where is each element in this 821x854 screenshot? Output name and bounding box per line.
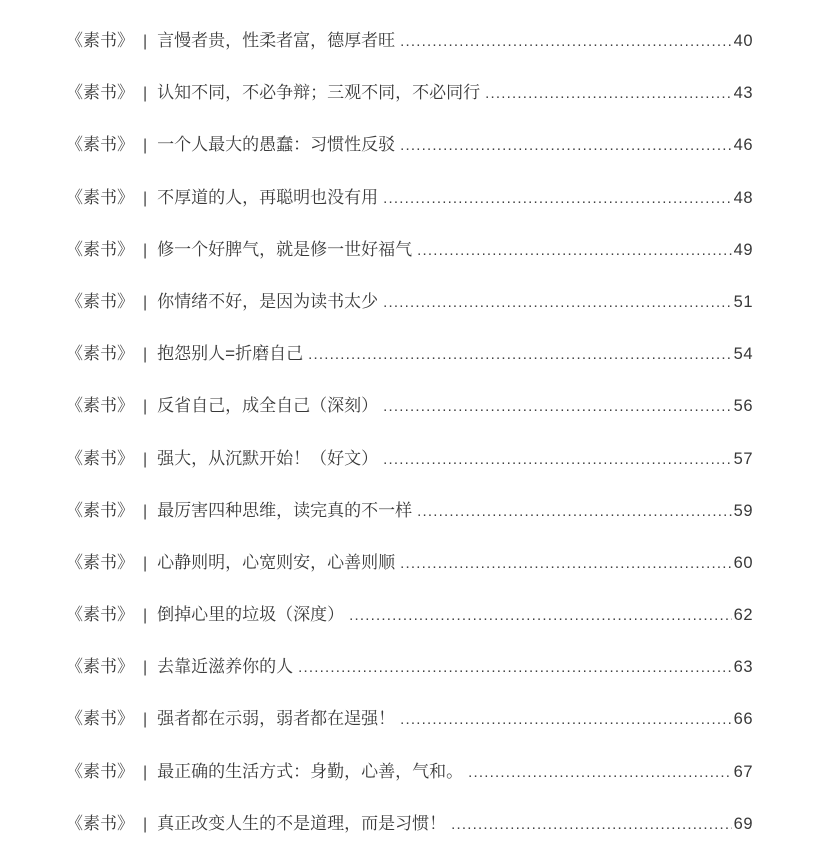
dot-leader: [417, 486, 731, 538]
dot-leader: [383, 434, 731, 486]
separator-bar: |: [143, 241, 148, 259]
book-title-label: 《素书》: [66, 291, 134, 311]
entry-title: 反省自己，成全自己（深刻）: [157, 396, 379, 416]
toc-entry-row: [66, 798, 753, 850]
dot-leader: [451, 799, 731, 851]
toc-entry-row: [66, 172, 753, 224]
page-number: 69: [733, 814, 753, 833]
page-number: 63: [733, 658, 753, 677]
book-title-label: 《素书》: [66, 396, 134, 416]
entry-title: 强者都在示弱，弱者都在逞强！: [157, 709, 396, 729]
toc-entry-row: [66, 67, 753, 119]
entry-title: 认知不同，不必争辩；三观不同，不必同行: [157, 83, 481, 103]
separator-bar: |: [143, 137, 148, 155]
page-number: 56: [733, 397, 753, 416]
entry-title: 倒掉心里的垃圾（深度）: [157, 605, 345, 625]
book-title-label: 《素书》: [66, 552, 134, 572]
page-number: 67: [733, 762, 753, 781]
book-title-label: 《素书》: [66, 31, 134, 50]
dot-leader: [417, 225, 731, 277]
separator-bar: |: [143, 33, 148, 50]
entry-title: 最正确的生活方式：身勤，心善，气和。: [157, 761, 464, 781]
toc-entry-row: [66, 641, 753, 693]
page-number: 49: [733, 240, 753, 259]
toc-entry-row: [66, 328, 753, 380]
page-number: 51: [733, 292, 753, 311]
dot-leader: [468, 747, 731, 799]
toc-entry-row: [66, 15, 753, 67]
dot-leader: [485, 68, 731, 120]
entry-title: 不厚道的人，再聪明也没有用: [157, 187, 379, 207]
toc-entry-row: [66, 224, 753, 276]
toc-entry-row: [66, 119, 753, 171]
toc-entry-row: [66, 746, 753, 798]
separator-bar: |: [143, 189, 148, 207]
separator-bar: |: [143, 815, 148, 833]
dot-leader: [400, 120, 731, 172]
dot-leader: [383, 381, 731, 433]
book-title-label: 《素书》: [66, 657, 134, 677]
page-number: 40: [733, 32, 753, 50]
page-number: 46: [733, 136, 753, 155]
entry-title: 言慢者贵，性柔者富，德厚者旺: [157, 31, 396, 50]
page-number: 66: [733, 710, 753, 729]
book-title-label: 《素书》: [66, 761, 134, 781]
entry-title: 抱怨别人=折磨自己: [157, 344, 304, 364]
toc-entry-row: [66, 485, 753, 537]
toc-entry-row: [66, 537, 753, 589]
page-number: 59: [733, 501, 753, 520]
toc-entry-row: [66, 380, 753, 432]
book-title-label: 《素书》: [66, 709, 134, 729]
page-number: 57: [733, 449, 753, 468]
dot-leader: [400, 16, 731, 68]
book-title-label: 《素书》: [66, 83, 134, 103]
entry-title: 你情绪不好，是因为读书太少: [157, 291, 379, 311]
book-title-label: 《素书》: [66, 135, 134, 155]
dot-leader: [349, 590, 731, 642]
entry-title: 心静则明，心宽则安，心善则顺: [157, 552, 396, 572]
entry-title: 强大，从沉默开始！（好文）: [157, 448, 379, 468]
page-number: 43: [733, 84, 753, 103]
dot-leader: [400, 538, 731, 590]
page-number: 48: [733, 188, 753, 207]
book-title-label: 《素书》: [66, 239, 134, 259]
separator-bar: |: [143, 450, 148, 468]
dot-leader: [308, 329, 732, 381]
entry-title: 去靠近滋养你的人: [157, 657, 294, 677]
page-number: 54: [733, 345, 753, 364]
separator-bar: |: [143, 607, 148, 625]
book-title-label: 《素书》: [66, 448, 134, 468]
entry-title: 一个人最大的愚蠢：习惯性反驳: [157, 135, 396, 155]
separator-bar: |: [143, 85, 148, 103]
toc-entry-row: [66, 589, 753, 641]
dot-leader: [383, 173, 731, 225]
separator-bar: |: [143, 554, 148, 572]
separator-bar: |: [143, 346, 148, 364]
book-title-label: 《素书》: [66, 605, 134, 625]
dot-leader: [298, 642, 731, 694]
separator-bar: |: [143, 398, 148, 416]
book-title-label: 《素书》: [66, 500, 134, 520]
dot-leader: [383, 277, 731, 329]
entry-title: 修一个好脾气，就是修一世好福气: [157, 239, 413, 259]
entry-title: 真正改变人生的不是道理，而是习惯！: [157, 813, 447, 833]
dot-leader: [400, 694, 731, 746]
book-title-label: 《素书》: [66, 813, 134, 833]
separator-bar: |: [143, 711, 148, 729]
separator-bar: |: [143, 293, 148, 311]
entry-title: 最厉害四种思维，读完真的不一样: [157, 500, 413, 520]
toc-entry-row: [66, 693, 753, 745]
toc-entry-row: [66, 276, 753, 328]
separator-bar: |: [143, 659, 148, 677]
separator-bar: |: [143, 502, 148, 520]
toc-entry-row: [66, 433, 753, 485]
book-title-label: 《素书》: [66, 187, 134, 207]
page-number: 62: [733, 606, 753, 625]
book-title-label: 《素书》: [66, 344, 134, 364]
page-number: 60: [733, 553, 753, 572]
separator-bar: |: [143, 763, 148, 781]
table-of-contents: [66, 15, 753, 850]
